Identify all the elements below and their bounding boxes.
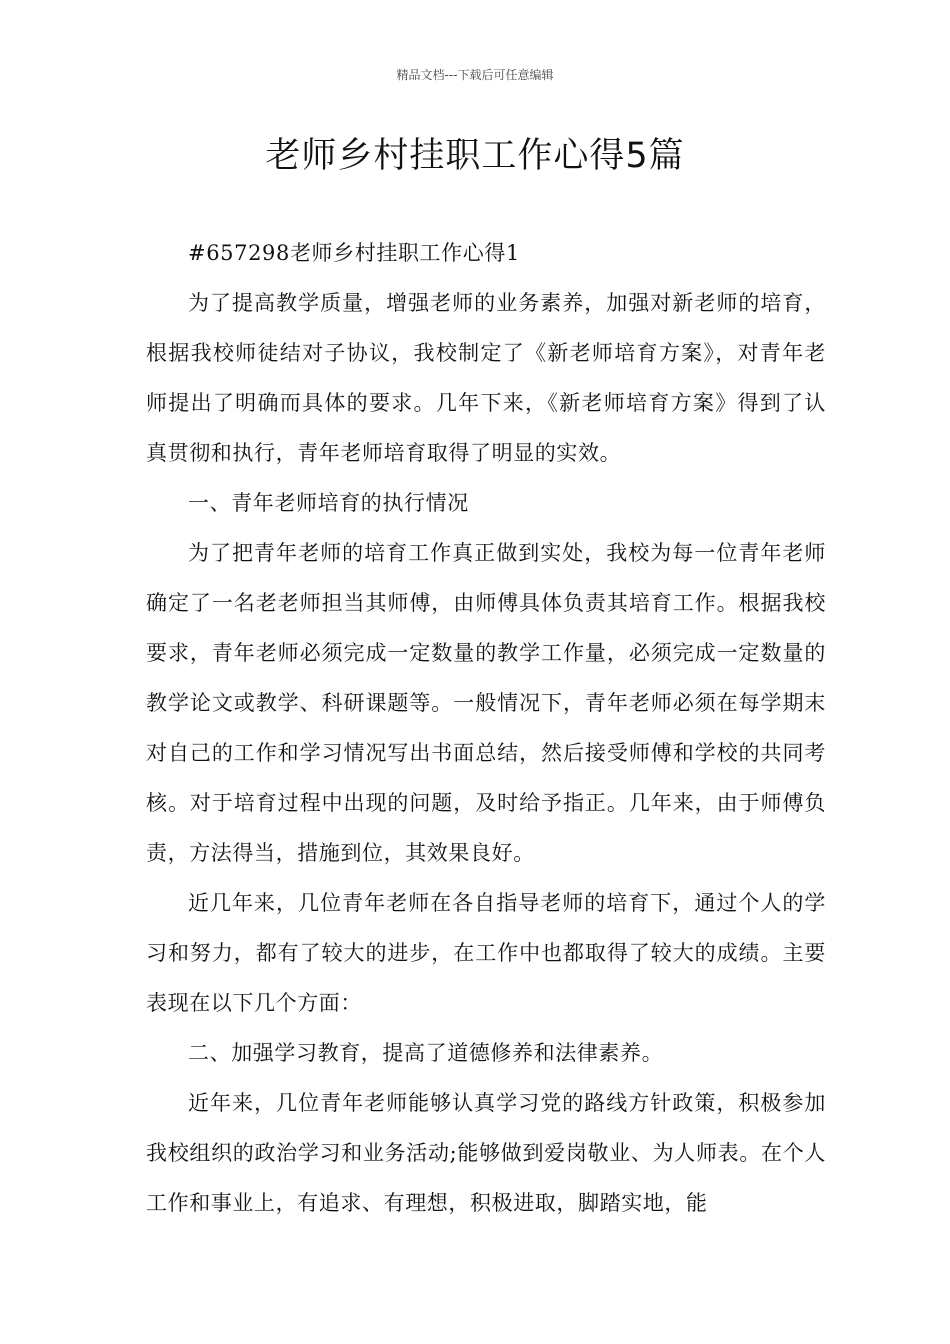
paragraph-progress: 近几年来，几位青年老师在各自指导老师的培育下，通过个人的学习和努力，都有了较大的进步，在工作中也都取得了较大的成绩。主要表现在以下几个方面： — [146, 891, 826, 1015]
paragraph-intro: 为了提高教学质量，增强老师的业务素养，加强对新老师的培育，根据我校师徒结对子协议，我校制定了《新老师培育方案》，对青年老师提出了明确而具体的要求。几年下来，《新老师培育方案》得到了认真贯彻和执行，青年老师培育取得了明显的实效。 — [146, 291, 826, 465]
section-heading-execution: 一、青年老师培育的执行情况 — [188, 491, 469, 515]
section-heading-1: #657298老师乡村挂职工作心得1 — [188, 241, 520, 265]
paragraph-study: 近年来，几位青年老师能够认真学习党的路线方针政策，积极参加我校组织的政治学习和业务活动;能够做到爱岗敬业、为人师表。在个人工作和事业上，有追求、有理想，积极进取，脚踏实地，能 — [146, 1091, 826, 1215]
section-heading-study: 二、加强学习教育，提高了道德修养和法律素养。 — [188, 1041, 664, 1065]
paragraph-execution: 为了把青年老师的培育工作真正做到实处，我校为每一位青年老师确定了一名老老师担当其师傅，由师傅具体负责其培育工作。根据我校要求，青年老师必须完成一定数量的教学工作量，必须完成一定数量的教学论文或教学、科研课题等。一般情况下，青年老师必须在每学期末对自己的工作和学习情况写出书面总结，然后接受师傅和学校的共同考核。对于培育过程中出现的问题，及时给予指正。几年来，由于师傅负责，方法得当，措施到位，其效果良好。 — [146, 541, 826, 865]
document-body — [146, 228, 826, 1228]
header-note: 精品文档---下载后可任意编辑 — [396, 68, 554, 82]
document-title: 老师乡村挂职工作心得5篇 — [265, 136, 685, 176]
